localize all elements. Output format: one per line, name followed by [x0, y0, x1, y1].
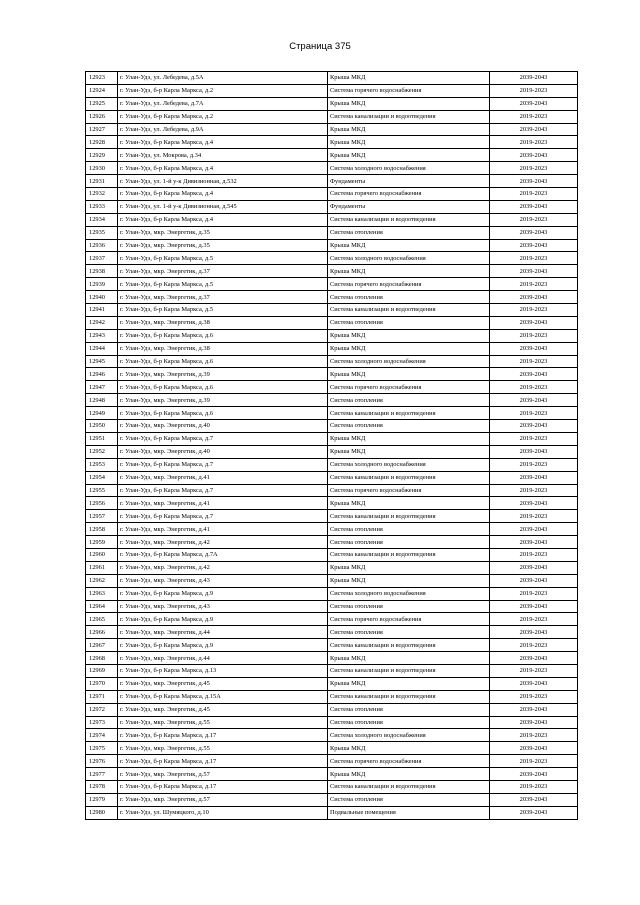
cell-period: 2039-2043 — [490, 626, 578, 639]
cell-period: 2019-2023 — [490, 548, 578, 561]
cell-period: 2039-2043 — [490, 226, 578, 239]
table-row — [86, 420, 578, 433]
cell-period: 2019-2023 — [490, 407, 578, 420]
cell-work-type: Система горячего водоснабжения — [328, 755, 490, 768]
cell-period: 2039-2043 — [490, 768, 578, 781]
table-row — [86, 574, 578, 587]
cell-work-type: Крыша МКД — [328, 72, 490, 85]
cell-address: г. Улан-Удэ, б-р Карла Маркса, д.7 — [118, 458, 328, 471]
cell-period: 2039-2043 — [490, 445, 578, 458]
cell-number: 12923 — [86, 72, 118, 85]
cell-period: 2039-2043 — [490, 574, 578, 587]
table-row — [86, 304, 578, 317]
table-row — [86, 484, 578, 497]
table-row — [86, 97, 578, 110]
table-row — [86, 188, 578, 201]
cell-work-type: Система отопления — [328, 716, 490, 729]
table-row — [86, 806, 578, 819]
cell-work-type: Крыша МКД — [328, 497, 490, 510]
cell-address: г. Улан-Удэ, мкр. Энергетик, д.35 — [118, 226, 328, 239]
table-row — [86, 316, 578, 329]
cell-address: г. Улан-Удэ, мкр. Энергетик, д.40 — [118, 445, 328, 458]
cell-address: г. Улан-Удэ, мкр. Энергетик, д.35 — [118, 239, 328, 252]
cell-period: 2019-2023 — [490, 355, 578, 368]
cell-address: г. Улан-Удэ, б-р Карла Маркса, д.7А — [118, 548, 328, 561]
cell-period: 2019-2023 — [490, 484, 578, 497]
table-row — [86, 458, 578, 471]
cell-number: 12968 — [86, 652, 118, 665]
table-row — [86, 291, 578, 304]
cell-period: 2039-2043 — [490, 471, 578, 484]
cell-address: г. Улан-Удэ, мкр. Энергетик, д.44 — [118, 626, 328, 639]
cell-period: 2019-2023 — [490, 510, 578, 523]
table-row — [86, 342, 578, 355]
cell-number: 12971 — [86, 690, 118, 703]
cell-address: г. Улан-Удэ, б-р Карла Маркса, д.2 — [118, 84, 328, 97]
cell-work-type: Подвальные помещения — [328, 806, 490, 819]
table-row — [86, 664, 578, 677]
cell-work-type: Система канализации и водоотведения — [328, 304, 490, 317]
cell-work-type: Система горячего водоснабжения — [328, 484, 490, 497]
cell-period: 2039-2043 — [490, 394, 578, 407]
cell-work-type: Система канализации и водоотведения — [328, 664, 490, 677]
cell-address: г. Улан-Удэ, б-р Карла Маркса, д.17 — [118, 729, 328, 742]
cell-number: 12972 — [86, 703, 118, 716]
cell-address: г. Улан-Удэ, б-р Карла Маркса, д.2 — [118, 110, 328, 123]
cell-period: 2039-2043 — [490, 239, 578, 252]
cell-work-type: Система холодного водоснабжения — [328, 729, 490, 742]
cell-address: г. Улан-Удэ, мкр. Энергетик, д.40 — [118, 420, 328, 433]
cell-period: 2019-2023 — [490, 329, 578, 342]
cell-address: г. Улан-Удэ, мкр. Энергетик, д.39 — [118, 394, 328, 407]
cell-work-type: Система отопления — [328, 523, 490, 536]
cell-period: 2019-2023 — [490, 729, 578, 742]
table-row — [86, 613, 578, 626]
cell-number: 12949 — [86, 407, 118, 420]
cell-address: г. Улан-Удэ, б-р Карла Маркса, д.13 — [118, 664, 328, 677]
table-row — [86, 329, 578, 342]
cell-work-type: Крыша МКД — [328, 368, 490, 381]
cell-address: г. Улан-Удэ, мкр. Энергетик, д.42 — [118, 561, 328, 574]
cell-work-type: Крыша МКД — [328, 652, 490, 665]
table-row — [86, 445, 578, 458]
cell-number: 12927 — [86, 123, 118, 136]
cell-address: г. Улан-Удэ, ул. Шумяцкого, д.10 — [118, 806, 328, 819]
cell-address: г. Улан-Удэ, б-р Карла Маркса, д.9 — [118, 613, 328, 626]
cell-work-type: Система канализации и водоотведения — [328, 471, 490, 484]
table-row — [86, 175, 578, 188]
cell-work-type: Система холодного водоснабжения — [328, 458, 490, 471]
cell-number: 12941 — [86, 304, 118, 317]
table-row — [86, 780, 578, 793]
cell-number: 12966 — [86, 626, 118, 639]
cell-work-type: Система отопления — [328, 316, 490, 329]
cell-work-type: Система холодного водоснабжения — [328, 355, 490, 368]
cell-period: 2039-2043 — [490, 316, 578, 329]
cell-address: г. Улан-Удэ, мкр. Энергетик, д.38 — [118, 342, 328, 355]
table-row — [86, 510, 578, 523]
cell-address: г. Улан-Удэ, ул. Лебедева, д.7А — [118, 97, 328, 110]
cell-period: 2039-2043 — [490, 652, 578, 665]
cell-period: 2019-2023 — [490, 381, 578, 394]
cell-period: 2039-2043 — [490, 265, 578, 278]
cell-address: г. Улан-Удэ, мкр. Энергетик, д.39 — [118, 368, 328, 381]
cell-number: 12946 — [86, 368, 118, 381]
cell-work-type: Крыша МКД — [328, 136, 490, 149]
table-row — [86, 729, 578, 742]
cell-number: 12928 — [86, 136, 118, 149]
cell-number: 12954 — [86, 471, 118, 484]
cell-work-type: Система канализации и водоотведения — [328, 407, 490, 420]
cell-period: 2039-2043 — [490, 149, 578, 162]
cell-work-type: Система канализации и водоотведения — [328, 110, 490, 123]
cell-address: г. Улан-Удэ, б-р Карла Маркса, д.7 — [118, 432, 328, 445]
cell-number: 12938 — [86, 265, 118, 278]
table-row — [86, 703, 578, 716]
cell-address: г. Улан-Удэ, б-р Карла Маркса, д.5 — [118, 278, 328, 291]
cell-work-type: Система канализации и водоотведения — [328, 213, 490, 226]
cell-work-type: Крыша МКД — [328, 329, 490, 342]
table-row — [86, 600, 578, 613]
cell-address: г. Улан-Удэ, б-р Карла Маркса, д.17 — [118, 780, 328, 793]
cell-number: 12974 — [86, 729, 118, 742]
cell-address: г. Улан-Удэ, б-р Карла Маркса, д.15А — [118, 690, 328, 703]
cell-address: г. Улан-Удэ, мкр. Энергетик, д.41 — [118, 471, 328, 484]
cell-address: г. Улан-Удэ, б-р Карла Маркса, д.6 — [118, 381, 328, 394]
cell-number: 12937 — [86, 252, 118, 265]
table-row — [86, 432, 578, 445]
cell-period: 2039-2043 — [490, 368, 578, 381]
cell-address: г. Улан-Удэ, мкр. Энергетик, д.55 — [118, 742, 328, 755]
cell-number: 12959 — [86, 536, 118, 549]
table-row — [86, 110, 578, 123]
table-row — [86, 548, 578, 561]
cell-work-type: Крыша МКД — [328, 265, 490, 278]
table-row — [86, 355, 578, 368]
cell-address: г. Улан-Удэ, ул. 1-й у-к Дивизионная, д.532 — [118, 175, 328, 188]
cell-work-type: Система канализации и водоотведения — [328, 548, 490, 561]
cell-work-type: Крыша МКД — [328, 432, 490, 445]
cell-period: 2019-2023 — [490, 780, 578, 793]
cell-period: 2039-2043 — [490, 342, 578, 355]
table-row — [86, 677, 578, 690]
cell-number: 12942 — [86, 316, 118, 329]
cell-number: 12935 — [86, 226, 118, 239]
cell-address: г. Улан-Удэ, ул. Лебедева, д.9А — [118, 123, 328, 136]
cell-number: 12953 — [86, 458, 118, 471]
cell-number: 12958 — [86, 523, 118, 536]
table-row — [86, 407, 578, 420]
table-row — [86, 497, 578, 510]
cell-address: г. Улан-Удэ, ул. Лебедева, д.5А — [118, 72, 328, 85]
table-row — [86, 239, 578, 252]
cell-address: г. Улан-Удэ, мкр. Энергетик, д.57 — [118, 768, 328, 781]
table-row — [86, 123, 578, 136]
cell-period: 2039-2043 — [490, 200, 578, 213]
cell-address: г. Улан-Удэ, мкр. Энергетик, д.37 — [118, 265, 328, 278]
cell-number: 12939 — [86, 278, 118, 291]
cell-period: 2019-2023 — [490, 304, 578, 317]
cell-work-type: Фундаменты — [328, 200, 490, 213]
cell-work-type: Система отопления — [328, 703, 490, 716]
cell-number: 12951 — [86, 432, 118, 445]
cell-number: 12961 — [86, 561, 118, 574]
cell-number: 12956 — [86, 497, 118, 510]
cell-period: 2039-2043 — [490, 175, 578, 188]
table-row — [86, 536, 578, 549]
cell-period: 2019-2023 — [490, 432, 578, 445]
cell-period: 2039-2043 — [490, 497, 578, 510]
cell-number: 12955 — [86, 484, 118, 497]
cell-work-type: Система горячего водоснабжения — [328, 613, 490, 626]
cell-address: г. Улан-Удэ, б-р Карла Маркса, д.5 — [118, 304, 328, 317]
table-row — [86, 768, 578, 781]
cell-number: 12977 — [86, 768, 118, 781]
cell-number: 12976 — [86, 755, 118, 768]
cell-number: 12948 — [86, 394, 118, 407]
table-row — [86, 394, 578, 407]
cell-period: 2019-2023 — [490, 213, 578, 226]
cell-work-type: Система горячего водоснабжения — [328, 188, 490, 201]
cell-work-type: Крыша МКД — [328, 574, 490, 587]
cell-number: 12975 — [86, 742, 118, 755]
cell-address: г. Улан-Удэ, мкр. Энергетик, д.44 — [118, 652, 328, 665]
page-header: Страница 375 — [289, 41, 351, 52]
cell-period: 2039-2043 — [490, 561, 578, 574]
cell-address: г. Улан-Удэ, б-р Карла Маркса, д.4 — [118, 136, 328, 149]
cell-address: г. Улан-Удэ, б-р Карла Маркса, д.6 — [118, 355, 328, 368]
cell-work-type: Система канализации и водоотведения — [328, 690, 490, 703]
table-row — [86, 755, 578, 768]
cell-period: 2019-2023 — [490, 755, 578, 768]
cell-period: 2019-2023 — [490, 110, 578, 123]
cell-period: 2019-2023 — [490, 136, 578, 149]
cell-address: г. Улан-Удэ, б-р Карла Маркса, д.9 — [118, 587, 328, 600]
cell-period: 2019-2023 — [490, 639, 578, 652]
table-row — [86, 252, 578, 265]
cell-work-type: Система отопления — [328, 394, 490, 407]
cell-work-type: Система холодного водоснабжения — [328, 587, 490, 600]
cell-work-type: Система горячего водоснабжения — [328, 381, 490, 394]
cell-number: 12947 — [86, 381, 118, 394]
cell-work-type: Крыша МКД — [328, 677, 490, 690]
cell-address: г. Улан-Удэ, ул. 1-й у-к Дивизионная, д.545 — [118, 200, 328, 213]
cell-period: 2039-2043 — [490, 677, 578, 690]
table-row — [86, 149, 578, 162]
cell-number: 12950 — [86, 420, 118, 433]
table-row — [86, 368, 578, 381]
cell-number: 12940 — [86, 291, 118, 304]
table-row — [86, 84, 578, 97]
cell-work-type: Система канализации и водоотведения — [328, 639, 490, 652]
cell-address: г. Улан-Удэ, б-р Карла Маркса, д.6 — [118, 329, 328, 342]
cell-address: г. Улан-Удэ, б-р Карла Маркса, д.7 — [118, 510, 328, 523]
table-row — [86, 72, 578, 85]
cell-work-type: Система отопления — [328, 291, 490, 304]
cell-number: 12973 — [86, 716, 118, 729]
cell-number: 12931 — [86, 175, 118, 188]
cell-period: 2039-2043 — [490, 600, 578, 613]
cell-work-type: Система отопления — [328, 793, 490, 806]
cell-period: 2019-2023 — [490, 587, 578, 600]
cell-number: 12969 — [86, 664, 118, 677]
cell-number: 12952 — [86, 445, 118, 458]
cell-number: 12962 — [86, 574, 118, 587]
cell-work-type: Крыша МКД — [328, 342, 490, 355]
cell-period: 2039-2043 — [490, 716, 578, 729]
cell-address: г. Улан-Удэ, мкр. Энергетик, д.43 — [118, 600, 328, 613]
cell-number: 12943 — [86, 329, 118, 342]
cell-address: г. Улан-Удэ, мкр. Энергетик, д.42 — [118, 536, 328, 549]
cell-work-type: Крыша МКД — [328, 742, 490, 755]
repair-schedule-table — [85, 71, 578, 820]
cell-number: 12960 — [86, 548, 118, 561]
table-row — [86, 213, 578, 226]
cell-number: 12967 — [86, 639, 118, 652]
cell-number: 12926 — [86, 110, 118, 123]
cell-period: 2019-2023 — [490, 690, 578, 703]
table-body — [86, 72, 578, 820]
table-row — [86, 226, 578, 239]
cell-period: 2039-2043 — [490, 123, 578, 136]
cell-period: 2039-2043 — [490, 806, 578, 819]
cell-address: г. Улан-Удэ, б-р Карла Маркса, д.17 — [118, 755, 328, 768]
cell-address: г. Улан-Удэ, мкр. Энергетик, д.57 — [118, 793, 328, 806]
cell-work-type: Крыша МКД — [328, 97, 490, 110]
table-row — [86, 200, 578, 213]
cell-period: 2039-2043 — [490, 703, 578, 716]
cell-number: 12933 — [86, 200, 118, 213]
table-row — [86, 471, 578, 484]
cell-work-type: Система горячего водоснабжения — [328, 84, 490, 97]
cell-number: 12979 — [86, 793, 118, 806]
cell-number: 12980 — [86, 806, 118, 819]
cell-work-type: Крыша МКД — [328, 239, 490, 252]
cell-work-type: Система отопления — [328, 626, 490, 639]
cell-address: г. Улан-Удэ, мкр. Энергетик, д.41 — [118, 497, 328, 510]
table-row — [86, 381, 578, 394]
cell-work-type: Система горячего водоснабжения — [328, 278, 490, 291]
cell-work-type: Система канализации и водоотведения — [328, 780, 490, 793]
table-row — [86, 265, 578, 278]
cell-number: 12978 — [86, 780, 118, 793]
table-row — [86, 561, 578, 574]
cell-address: г. Улан-Удэ, мкр. Энергетик, д.45 — [118, 703, 328, 716]
cell-period: 2039-2043 — [490, 72, 578, 85]
cell-period: 2019-2023 — [490, 84, 578, 97]
cell-period: 2019-2023 — [490, 664, 578, 677]
cell-number: 12936 — [86, 239, 118, 252]
cell-period: 2039-2043 — [490, 742, 578, 755]
cell-number: 12945 — [86, 355, 118, 368]
cell-number: 12924 — [86, 84, 118, 97]
cell-number: 12963 — [86, 587, 118, 600]
cell-address: г. Улан-Удэ, мкр. Энергетик, д.45 — [118, 677, 328, 690]
cell-number: 12957 — [86, 510, 118, 523]
cell-period: 2019-2023 — [490, 162, 578, 175]
cell-number: 12965 — [86, 613, 118, 626]
cell-address: г. Улан-Удэ, б-р Карла Маркса, д.7 — [118, 484, 328, 497]
cell-number: 12930 — [86, 162, 118, 175]
cell-work-type: Система холодного водоснабжения — [328, 252, 490, 265]
cell-period: 2039-2043 — [490, 793, 578, 806]
cell-work-type: Крыша МКД — [328, 561, 490, 574]
cell-work-type: Крыша МКД — [328, 445, 490, 458]
cell-period: 2039-2043 — [490, 523, 578, 536]
cell-period: 2039-2043 — [490, 420, 578, 433]
cell-address: г. Улан-Удэ, б-р Карла Маркса, д.4 — [118, 188, 328, 201]
cell-work-type: Система отопления — [328, 420, 490, 433]
cell-period: 2039-2043 — [490, 291, 578, 304]
cell-address: г. Улан-Удэ, мкр. Энергетик, д.55 — [118, 716, 328, 729]
table-row — [86, 587, 578, 600]
table-row — [86, 793, 578, 806]
cell-work-type: Крыша МКД — [328, 149, 490, 162]
cell-period: 2019-2023 — [490, 278, 578, 291]
cell-address: г. Улан-Удэ, б-р Карла Маркса, д.4 — [118, 162, 328, 175]
cell-address: г. Улан-Удэ, б-р Карла Маркса, д.4 — [118, 213, 328, 226]
table-row — [86, 162, 578, 175]
table-row — [86, 523, 578, 536]
cell-period: 2039-2043 — [490, 536, 578, 549]
cell-number: 12970 — [86, 677, 118, 690]
table-row — [86, 742, 578, 755]
table-row — [86, 136, 578, 149]
cell-address: г. Улан-Удэ, ул. Мокрова, д.34 — [118, 149, 328, 162]
cell-number: 12932 — [86, 188, 118, 201]
cell-work-type: Крыша МКД — [328, 123, 490, 136]
cell-address: г. Улан-Удэ, б-р Карла Маркса, д.5 — [118, 252, 328, 265]
cell-period: 2039-2043 — [490, 97, 578, 110]
table-row — [86, 716, 578, 729]
cell-number: 12925 — [86, 97, 118, 110]
table-row — [86, 278, 578, 291]
cell-address: г. Улан-Удэ, мкр. Энергетик, д.37 — [118, 291, 328, 304]
cell-work-type: Система отопления — [328, 226, 490, 239]
cell-work-type: Система холодного водоснабжения — [328, 162, 490, 175]
table-row — [86, 626, 578, 639]
cell-work-type: Система отопления — [328, 536, 490, 549]
cell-period: 2019-2023 — [490, 188, 578, 201]
cell-work-type: Фундаменты — [328, 175, 490, 188]
cell-number: 12929 — [86, 149, 118, 162]
cell-address: г. Улан-Удэ, мкр. Энергетик, д.38 — [118, 316, 328, 329]
cell-number: 12944 — [86, 342, 118, 355]
cell-work-type: Система отопления — [328, 600, 490, 613]
cell-period: 2019-2023 — [490, 252, 578, 265]
cell-work-type: Система канализации и водоотведения — [328, 510, 490, 523]
cell-address: г. Улан-Удэ, мкр. Энергетик, д.41 — [118, 523, 328, 536]
cell-address: г. Улан-Удэ, мкр. Энергетик, д.43 — [118, 574, 328, 587]
cell-work-type: Крыша МКД — [328, 768, 490, 781]
cell-period: 2019-2023 — [490, 458, 578, 471]
table-row — [86, 690, 578, 703]
cell-address: г. Улан-Удэ, б-р Карла Маркса, д.6 — [118, 407, 328, 420]
table-row — [86, 652, 578, 665]
table-row — [86, 639, 578, 652]
cell-number: 12964 — [86, 600, 118, 613]
cell-address: г. Улан-Удэ, б-р Карла Маркса, д.9 — [118, 639, 328, 652]
cell-number: 12934 — [86, 213, 118, 226]
cell-period: 2019-2023 — [490, 613, 578, 626]
